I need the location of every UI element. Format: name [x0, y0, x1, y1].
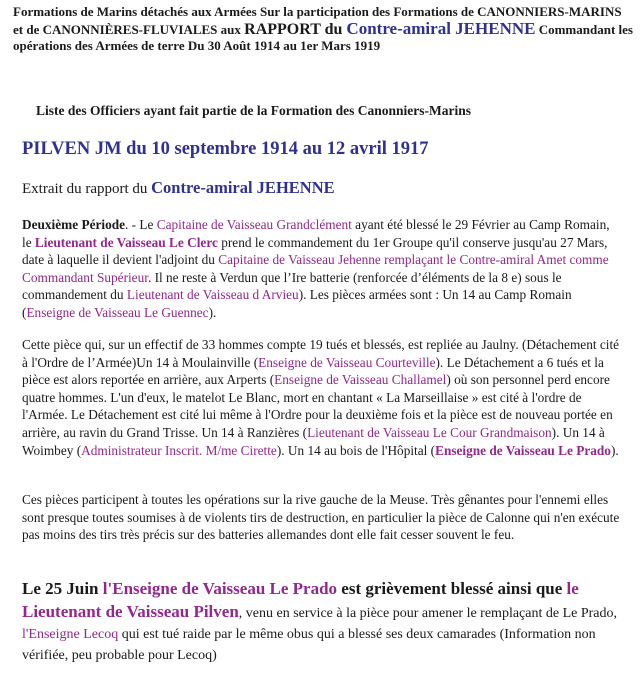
extract-amiral-name: Contre-amiral JEHENNE: [151, 178, 335, 197]
paragraph-pieces: [22, 336, 622, 459]
text-run: ). Le Détachement a 6 tués et la pièce est alors reportée en arrière, aux Arperts (: [22, 354, 604, 388]
text-run: ).: [610, 442, 619, 458]
officer-name: Enseigne de Vaisseau Le Guennec: [26, 304, 209, 320]
extract-line: [22, 178, 622, 199]
text-run: est grièvement blessé ainsi que: [337, 579, 567, 598]
date-heading: Le 25 Juin: [22, 579, 103, 598]
header-rapport: RAPPORT du: [244, 20, 347, 38]
header-text: Formations de Marins détachés aux Armées Sur la participation des Formations de CANONNIERS-MARINS et de CANONNIÈRES-FLUVIALES aux: [13, 4, 622, 37]
text-run: ayant été blessé le 29 Février au Camp Romain, le: [22, 217, 610, 250]
officers-list-title: Liste des Officiers ayant fait partie de la Formation des Canonniers-Marins: [36, 103, 471, 118]
text-run: , venu en service à la pièce pour amener le remplaçant de Le Prado,: [238, 606, 618, 621]
text-run: prend le commandement du 1er Groupe qu'il conserve jusqu'au 27 Mars, date à laquelle il devient l'adjoint du: [22, 234, 608, 268]
document-header: [13, 4, 633, 55]
officer-name: le Lieutenant de Vaisseau Pilven: [22, 579, 579, 621]
officer-name: l'Enseigne Lecoq: [22, 627, 119, 642]
officer-name: Lieutenant de Vaisseau d Arvieu: [126, 287, 299, 303]
paragraph-deuxieme-periode: [22, 216, 622, 322]
text-run: ).: [208, 304, 217, 320]
pilven-title: PILVEN JM du 10 septembre 1914 au 12 avril 1917: [22, 139, 429, 159]
paragraph-25-juin: [22, 578, 634, 666]
text-run: ). Un 14 au bois de l'Hôpital (: [276, 442, 436, 458]
period-heading: Deuxième Période: [22, 217, 126, 232]
officer-name: Administrateur Inscrit. M/me Cirette: [81, 442, 277, 458]
officer-name: Lieutenant de Vaisseau Le Clerc: [34, 234, 218, 250]
header-amiral-name: Contre-amiral JEHENNE: [346, 18, 536, 38]
officer-name: Enseigne de Vaisseau Courteville: [258, 354, 436, 370]
text-run: ). Les pièces armées sont : Un 14 au Camp Romain (: [22, 287, 572, 320]
officer-name: Lieutenant de Vaisseau Le Cour Grandmaison: [307, 424, 552, 440]
officer-name: Capitaine de Vaisseau Grandclément: [156, 217, 352, 232]
text-run: ) où son personnel perd encore quatre hommes. L'un d'eux, le matelot Le Blanc, mort en chantant « La Marseillaise » est cité à l'ordre de l'Armée. Le Détachement est cité lui même à l'Ordre pour la deuxième fois et la pièce est de nouveau portée en arrière, au ravin du Grand Trisse. Un 14 à Ranzières (: [22, 372, 613, 440]
text-run: ). Un 14 à Woimbey (: [22, 424, 605, 458]
officer-name: Enseigne de Vaisseau Challamel: [274, 372, 447, 388]
text-run: qui est tué raide par le même obus qui a blessé ses deux camarades (Information non vérifiée, peu probable pour Lecoq): [22, 627, 596, 663]
text-run: . - Le: [125, 217, 157, 232]
officer-name: Capitaine de Vaisseau Jehenne remplaçant le Contre-amiral Amet comme Commandant Supérieur: [22, 252, 609, 285]
text-run: Cette pièce qui, sur un effectif de 33 hommes compte 19 tués et blessés, est repliée au Jaulny. (Détachement cité à l'Ordre de l’Armée)Un 14 à Moulainville (: [22, 337, 620, 370]
text-run: . Il ne reste à Verdun que l’Ire batterie (renforcée d’éléments de la 8 e) sous le commandement du: [22, 269, 562, 303]
header-text-end: Commandant les opérations des Armées de terre Du 30 Août 1914 au 1er Mars 1919: [13, 21, 633, 53]
officer-name: l'Enseigne de Vaisseau Le Prado: [102, 579, 338, 598]
paragraph-meuse: Ces pièces participent à toutes les opérations sur la rive gauche de la Meuse. Très gênantes pour l'ennemi elles sont presque toutes soumises à de violents tirs de destruction, en particulier la pièce de Calonne qui n'en exécute pas moins des tirs très précis sur des batteries allemandes dont elle fait cesser souvent le feu.: [22, 492, 620, 543]
extract-text: Extrait du rapport du: [22, 181, 152, 197]
officer-name: Enseigne de Vaisseau Le Prado: [435, 442, 611, 458]
